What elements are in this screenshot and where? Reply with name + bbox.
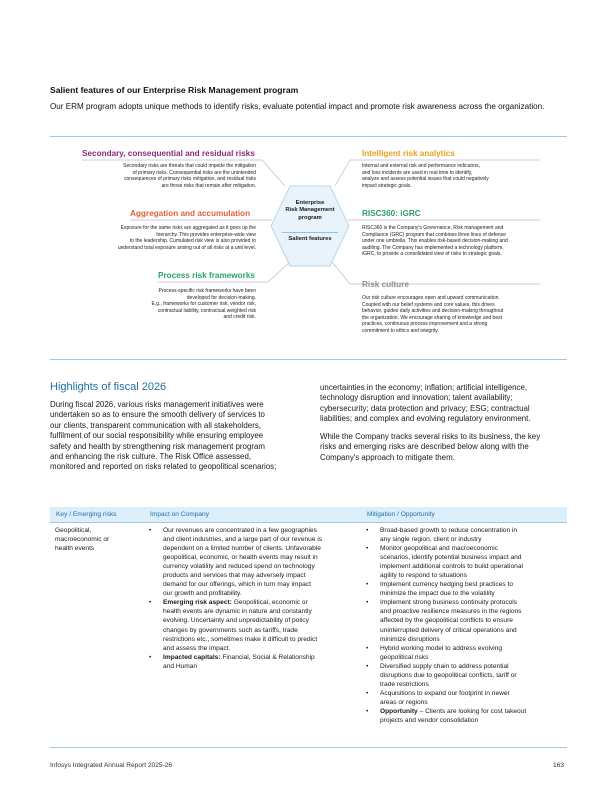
feature-line: and loss incidents are used in real time to identify, [362, 169, 473, 176]
paragraph-line: safety and health by strengthening risk management program [50, 441, 265, 451]
hexagon-title [270, 200, 350, 222]
mitigation-item [364, 644, 568, 662]
feature-line: of primary risks. Consequential risks are the unintended [132, 169, 256, 176]
cell-line: macroeconomic or [55, 536, 110, 544]
feature-line: the organization. We encourage sharing of knowledge and best [362, 314, 503, 321]
feature-line: behavior, guides daily activities and decision-making throughout [362, 308, 504, 315]
bullet-icon: • [366, 662, 369, 670]
highlights-right-paragraph-2 [320, 432, 570, 463]
table-bottom-divider [50, 747, 567, 748]
hexagon-title-line: Risk Management [285, 207, 335, 214]
table-header-mitigation: Mitigation / Opportunity [367, 511, 435, 518]
impact-list [147, 526, 359, 671]
mitigation-item [364, 707, 568, 725]
feature-line: RISC360 is the Company's Governance, Risk management and [362, 225, 504, 231]
cell-line: and Human [163, 662, 198, 670]
cell-line: implement additional controls to build operational [380, 563, 523, 571]
cell-line: Hybrid working model to address evolving [380, 644, 503, 652]
mitigation-item [364, 544, 568, 580]
bullet-icon: • [366, 644, 369, 652]
feature-line: Our risk culture encourages open and upward communication. [362, 295, 500, 301]
feature-line: analyze and assess potential issues that could negatively [362, 176, 489, 183]
paragraph-line: undertaken so as to ensure the smooth delivery of services to [50, 410, 265, 420]
paragraph-line: liabilities; and complex and evolving regulatory environment. [320, 414, 531, 424]
feature-line: and credit risk. [223, 314, 256, 321]
cell-line [380, 707, 568, 716]
cell-line: health events are dynamic in nature and constantly [163, 608, 312, 616]
cell-text: Financial, Social & Relationship [220, 653, 315, 661]
feature-body-risk-culture [362, 295, 567, 335]
feature-heading-aggregation: Aggregation and accumulation [130, 209, 251, 218]
paragraph-line: Company's approach to mitigate them. [320, 452, 455, 462]
mitigation-item [364, 662, 568, 689]
paragraph-line: During fiscal 2026, various risks management initiatives were [50, 400, 264, 409]
feature-line: practices, continuous process improvement and a strong [362, 321, 488, 328]
cell-text: – Clients are looking for cost takeout [417, 707, 527, 715]
highlights-left-paragraph [50, 400, 312, 473]
feature-line: Compliance (GRC) program that combines three lines of defense [362, 231, 506, 238]
cell-line [163, 653, 359, 662]
cell-line: areas or regions [380, 698, 428, 706]
table-header-risks: Key / Emerging risks [56, 511, 117, 518]
feature-line: Coupled with our belief systems and core values, this drives [362, 301, 495, 308]
section-title: Salient features of our Enterprise Risk Management program [50, 85, 299, 95]
cell-line: agility to respond to situations [380, 572, 467, 580]
cell-line: minimize disruptions [380, 635, 440, 643]
section-subtitle: Our ERM program adopts unique methods to identify risks, evaluate potential impact and promote risk awareness across the organization. [50, 102, 545, 111]
cell-line: Monitor geopolitical and macroeconomic [380, 545, 499, 553]
cell-line: Implement currency hedging best practices to [380, 581, 514, 589]
hexagon-shape [270, 184, 350, 268]
cell-line: restrictions etc., sometimes make it difficult to predict [163, 635, 318, 643]
feature-line: are those risks that remain after mitigation. [161, 182, 256, 189]
bullet-icon: • [366, 707, 369, 715]
bullet-icon: • [149, 599, 152, 607]
bullet-icon: • [149, 527, 152, 534]
table-cell-risk [55, 526, 143, 553]
paragraph-line: fulfilment of our social responsibility while ensuring employee [50, 431, 264, 441]
feature-heading-process-frameworks: Process risk frameworks [158, 271, 255, 280]
mitigation-list [364, 526, 568, 725]
paragraph-line: and enhancing the risk culture. The Risk Office assessed, [50, 452, 252, 462]
cell-line: and assess the impact. [163, 644, 231, 652]
erm-program-hexagon [270, 184, 350, 268]
cell-line: currency volatility and reduced spend on technology [163, 563, 315, 571]
cell-line: geopolitical risks [380, 653, 429, 661]
feature-body-risc360 [362, 225, 567, 258]
feature-body-secondary-risks [60, 163, 256, 189]
feature-line: Internal and external risk and performance indicators, [362, 163, 481, 169]
bullet-icon: • [366, 527, 369, 534]
feature-line: under one umbrella. This enables risk-based decision-making and [362, 238, 508, 245]
cell-line: our growth and profitability. [163, 590, 242, 598]
table-header-impact: Impact on Company [150, 511, 210, 518]
feature-body-intelligent-analytics [362, 163, 562, 189]
bullet-icon: • [366, 689, 369, 697]
table-header-row [50, 507, 567, 522]
paragraph-line: technology disruption and innovation; talent availability; [320, 393, 513, 403]
cell-line: changes by governments such as tariffs, trade [163, 626, 298, 634]
cell-line: uninterrupted delivery of critical operations and [380, 626, 517, 634]
impact-item [147, 653, 359, 671]
cell-line: Diversified supply chain to address potential [380, 662, 509, 670]
paragraph-line: uncertainties in the economy; inflation; artificial intelligence, [320, 383, 528, 392]
cell-line: Broad-based growth to reduce concentration in [380, 527, 518, 534]
cell-line: trade restrictions [380, 680, 429, 688]
feature-line: commitment to ethics and integrity. [362, 327, 439, 334]
feature-line: iGRC, to provide a consolidated view of risks to strategic goals. [362, 251, 502, 258]
highlights-title: Highlights of fiscal 2026 [50, 381, 167, 393]
bullet-icon: • [366, 581, 369, 589]
footer-page-number: 163 [553, 762, 565, 769]
paragraph-line: While the Company tracks several risks to its business, the key [320, 432, 541, 441]
mitigation-item [364, 689, 568, 707]
feature-line: consequences of primary risks mitigation, and residual risks [124, 176, 256, 183]
impact-item [147, 526, 359, 598]
cell-line: products and services that may adversely impact [163, 572, 306, 580]
feature-line: Secondary risks are threats that could impede the mitigation [123, 163, 256, 169]
cell-line: demand for our offerings, which in turn may impact [163, 581, 311, 589]
feature-line: Process-specific risk frameworks have been [158, 288, 256, 294]
mitigation-label: Opportunity [380, 707, 418, 715]
feature-line: Exposure for the same risks are aggregated as it goes up the [120, 225, 256, 231]
mitigation-item [364, 526, 568, 544]
table-cell-impact [147, 526, 359, 671]
hexagon-title-line: program [298, 214, 322, 221]
table-cell-mitigation [364, 526, 568, 725]
section-bottom-divider [50, 359, 567, 360]
paragraph-line: monitored and reported on risks related to geopolitical scenarios; [50, 462, 277, 472]
cell-line: Geopolitical, [55, 527, 92, 534]
hexagon-title-line: Enterprise [295, 200, 325, 206]
feature-heading-risk-culture: Risk culture [362, 280, 409, 289]
cell-line: any single region, client or industry [380, 536, 482, 544]
mitigation-item [364, 580, 568, 598]
cell-line: and client industries, and a large part of our revenue is [163, 536, 323, 544]
feature-heading-risc360: RISC360: iGRC [362, 209, 421, 218]
mitigation-item [364, 598, 568, 643]
bullet-icon: • [366, 545, 369, 553]
cell-line: health events [55, 545, 95, 553]
paragraph-line: cybersecurity; data protection and privacy; ESG; contractual [320, 403, 530, 413]
feature-line: developed for decision-making. [186, 294, 256, 301]
cell-line: projects and vendor consolidation [380, 716, 479, 724]
highlights-right-paragraph-1 [320, 383, 570, 425]
cell-line [163, 598, 359, 607]
impact-item [147, 598, 359, 652]
table-header-divider [50, 522, 567, 523]
cell-line: disruptions due to geopolitical conflicts, tariff or [380, 671, 517, 679]
feature-body-aggregation [60, 225, 256, 251]
impact-label: Emerging risk aspect: [163, 599, 232, 607]
feature-line: to the leadership. Cumulated risk view is also provided to [129, 238, 256, 245]
cell-text: Geopolitical, economic or [231, 599, 308, 607]
cell-line: geopolitical, economic, or health events may result in [163, 554, 318, 562]
feature-line: impact strategic goals. [362, 182, 412, 189]
footer-report-title: Infosys Integrated Annual Report 2025-26 [50, 762, 173, 769]
hexagon-label: Salient features [288, 236, 332, 242]
feature-line: understand total exposure arising out of all risks at a unit level. [117, 244, 256, 251]
cell-line: affected by the geopolitical conflicts to ensure [380, 617, 513, 625]
feature-line: auditing. The Company has implemented a technology platform, [362, 244, 504, 251]
paragraph-line: our clients, transparent communication with all stakeholders, [50, 420, 261, 430]
cell-line: Acquisitions to expand our footprint in newer [380, 689, 510, 697]
cell-line: minimize the impact due to the volatility [380, 590, 495, 598]
bullet-icon: • [366, 599, 369, 607]
feature-line: E.g., frameworks for customer risk, vendor risk, [151, 301, 256, 308]
feature-body-process-frameworks [60, 288, 256, 321]
feature-line: contractual liability, contractual weighted risk [157, 307, 256, 314]
feature-heading-secondary-risks: Secondary, consequential and residual risks [82, 149, 255, 158]
hexagon-divider [282, 232, 338, 233]
feature-heading-intelligent-analytics: Intelligent risk analytics [362, 149, 455, 158]
impact-label: Impacted capitals: [163, 653, 221, 661]
feature-line: hierarchy. This provides enterprise-wide view [156, 231, 256, 238]
cell-line: Our revenues are concentrated in a few geographies [163, 527, 317, 534]
cell-line: scenarios, identify potential business impact and [380, 554, 522, 562]
cell-line: evolving. Uncertainty and unpredictability of policy [163, 617, 309, 625]
paragraph-line: risks and emerging risks are described below along with the [320, 442, 529, 452]
cell-line: dependent on a limited number of clients. Unfavorable [163, 545, 321, 553]
cell-line: and proactive resilience measures in the regions [380, 608, 522, 616]
cell-line: Implement strong business continuity protocols [380, 599, 518, 607]
bullet-icon: • [149, 653, 152, 661]
